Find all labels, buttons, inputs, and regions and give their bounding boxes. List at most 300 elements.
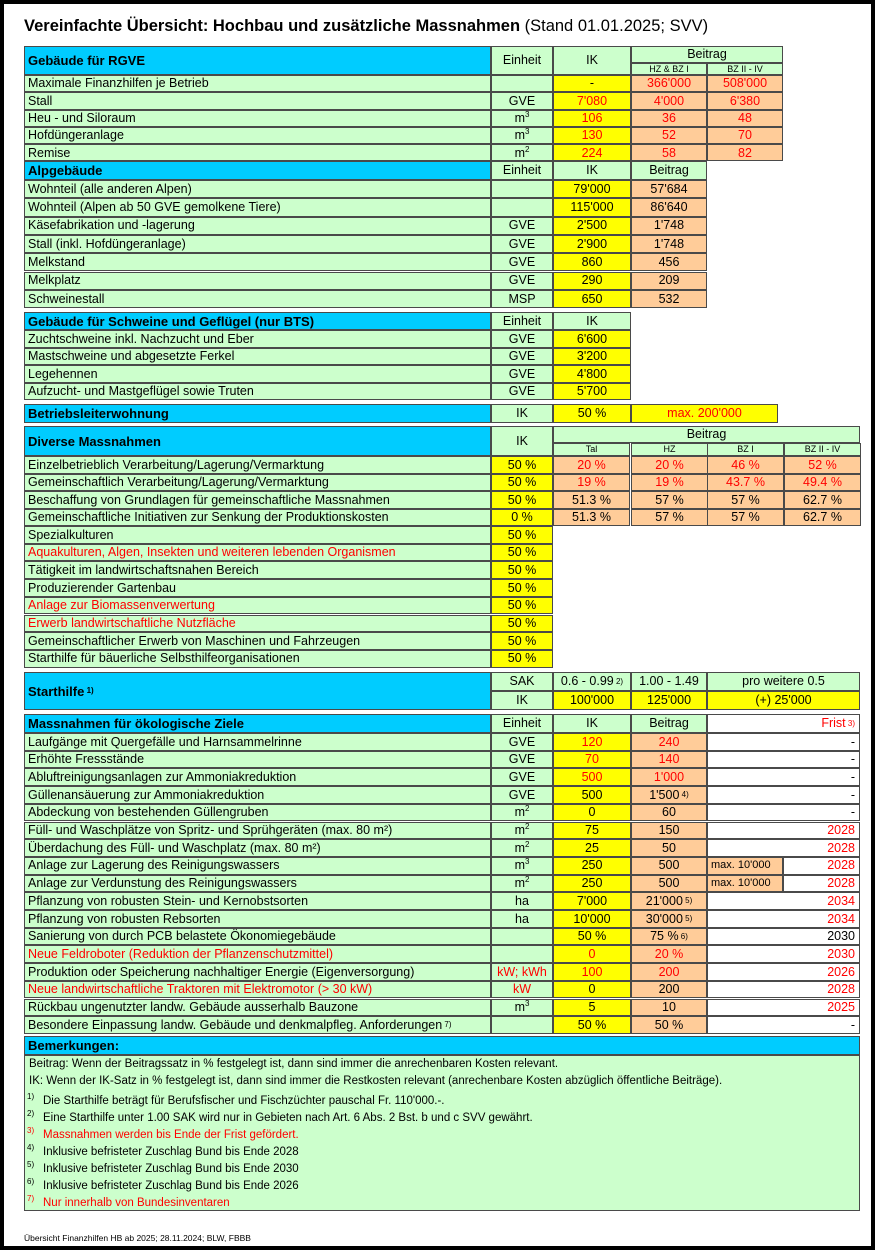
ik-value-text: 130 [581, 128, 603, 143]
beitrag-zone-value-text: 62.7 % [803, 510, 842, 524]
row-label [24, 981, 491, 999]
row-label-text: Abdeckung von bestehenden Güllengruben [28, 805, 269, 820]
col-zone-text: Tal [585, 444, 598, 454]
ik-value [553, 751, 631, 769]
sak-range [631, 672, 707, 691]
row-label: Besondere Einpassung landw. Gebäude und denkmalpfleg. Anforderungen 7) [24, 1016, 491, 1034]
row-label-text: Gemeinschaftlicher Erwerb von Maschinen und Fahrzeugen [28, 633, 361, 648]
row-label-text: Melkstand [28, 255, 85, 270]
row-label-text: Stall (inkl. Hofdüngeranlage) [28, 236, 186, 251]
beitrag-zone-value [784, 474, 861, 492]
frist-value-text: 2028 [827, 858, 855, 873]
row-label-text: Anlage zur Biomassenverwertung [28, 598, 215, 613]
ik-value [491, 561, 553, 579]
row-label [24, 632, 491, 650]
unit-cell [491, 822, 553, 840]
ik-value [491, 544, 553, 562]
sak-label-text: SAK [509, 674, 535, 689]
beitrag-bz-value-text: 48 [738, 110, 752, 125]
remark-line [29, 1058, 558, 1070]
max-value-text: max. 10'000 [711, 876, 771, 889]
beitrag-bz-value [707, 92, 783, 109]
section-header-pigs-text: Gebäude für Schweine und Geflügel (nur BTS) [28, 313, 315, 329]
ik-value-text: 50 % [507, 527, 537, 542]
ik-value-text: 500 [581, 787, 603, 802]
col-zone-text: HZ [663, 444, 676, 454]
ik-value [491, 650, 553, 668]
beitrag-zone-value [631, 509, 708, 527]
blw-unit [491, 404, 553, 423]
row-label-text: Besondere Einpassung landw. Gebäude und denkmalpfleg. Anforderungen [28, 1017, 443, 1032]
row-label-text: Erhöhte Fressstände [28, 752, 145, 767]
beitrag-value: 75 % 6) [631, 928, 707, 946]
unit-text: GVE [508, 769, 536, 784]
unit-text: $m^3$ [514, 109, 530, 125]
beitrag-value [631, 733, 707, 751]
sak-label [491, 672, 553, 691]
beitrag-value-text: 200 [658, 964, 680, 979]
ik-value [553, 910, 631, 928]
beitrag-zone-value-text: 46 % [731, 457, 760, 472]
col-hz-bz1 [631, 63, 707, 75]
beitrag-value-text: 21'000 [645, 893, 683, 908]
beitrag-value-text: 150 [658, 823, 680, 838]
unit-cell [491, 963, 553, 981]
remark-text: Inklusive befristeter Zuschlag Bund bis Ende 2026 [43, 1180, 299, 1192]
beitrag-hz-value [631, 75, 707, 92]
section-header-eco [24, 714, 491, 733]
row-label [24, 751, 491, 769]
row-label-text: Neue landwirtschaftliche Traktoren mit Elektromotor (> 30 kW) [28, 982, 373, 997]
ik-value-text: 50 % [507, 616, 537, 631]
row-label-text: Mastschweine und abgesetzte Ferkel [28, 349, 235, 363]
ik-label-text: IK [516, 693, 528, 708]
ik-value [491, 456, 553, 474]
beitrag-value [631, 235, 707, 253]
row-label [24, 272, 491, 290]
row-label-text: Erwerb landwirtschaftliche Nutzfläche [28, 616, 236, 631]
row-label [24, 180, 491, 198]
beitrag-value [631, 253, 707, 271]
ik-value-text: 3'200 [576, 349, 608, 363]
row-label-text: Einzelbetrieblich Verarbeitung/Lagerung/Vermarktung [28, 457, 325, 472]
ik-value-text: 50 % [507, 545, 537, 560]
beitrag-hz-value-text: 36 [662, 110, 676, 125]
beitrag-zone-value [631, 474, 708, 492]
beitrag-zone-value [784, 509, 861, 527]
remark-line [27, 1194, 230, 1209]
beitrag-bz-value-text: 70 [738, 128, 752, 143]
col-ik-text: IK [586, 716, 598, 731]
unit-text: kW [512, 982, 532, 997]
row-label [24, 235, 491, 253]
frist-value-text: 2034 [827, 893, 855, 908]
beitrag-value-text: 200 [658, 982, 680, 997]
col-einheit-text: Einheit [502, 313, 542, 328]
col-ik [491, 426, 553, 456]
ik-value-text: 5 [588, 1000, 596, 1015]
beitrag-value: 1'500 4) [631, 786, 707, 804]
beitrag-value [631, 857, 707, 875]
unit-cell [491, 235, 553, 253]
row-label [24, 733, 491, 751]
row-label [24, 857, 491, 875]
ik-value-text: 70 [585, 752, 599, 767]
ik-value [553, 804, 631, 822]
row-label [24, 544, 491, 562]
frist-value-text: - [850, 734, 855, 749]
beitrag-zone-value-text: 19 % [655, 475, 684, 489]
starthilfe-ik-value-text: 125'000 [646, 693, 692, 708]
blw-unit-text: IK [516, 406, 528, 421]
beitrag-value [631, 963, 707, 981]
unit-text: kW; kWh [497, 964, 547, 979]
row-label-text: Neue Feldroboter (Reduktion der Pflanzenschutzmittel) [28, 946, 334, 961]
remark-text: Die Starthilfe beträgt für Berufsfischer und Fischzüchter pauschal Fr. 110'000.-. [43, 1095, 445, 1107]
row-label [24, 768, 491, 786]
col-einheit-text: Einheit [502, 53, 542, 68]
sak-range: 0.6 - 0.99 2) [553, 672, 631, 691]
col-einheit [491, 161, 553, 180]
footnote-number: 3) [27, 1126, 35, 1135]
unit-text: GVE [508, 366, 536, 381]
frist-value-text: - [850, 805, 855, 820]
beitrag-zone-value-text: 57 % [655, 510, 684, 524]
row-label [24, 597, 491, 615]
frist-value-text: 2034 [827, 911, 855, 926]
ik-value-text: 25 [585, 840, 599, 855]
ik-value-text: 0 % [511, 510, 533, 524]
row-label-text: Güllenansäuerung zur Ammoniakreduktion [28, 787, 265, 802]
row-label-text: Laufgänge mit Quergefälle und Harnsammelrinne [28, 734, 302, 749]
row-label [24, 474, 491, 492]
frist-value-text: - [850, 787, 855, 802]
beitrag-value-text: 1'000 [653, 769, 685, 784]
beitrag-zone-value [553, 456, 630, 474]
unit-cell [491, 92, 553, 109]
beitrag-hz-value [631, 144, 707, 161]
beitrag-value [631, 999, 707, 1017]
col-einheit-text: Einheit [502, 163, 542, 178]
ik-value-text: 224 [581, 145, 603, 160]
ik-value [553, 981, 631, 999]
row-label [24, 383, 491, 401]
beitrag-value-text: 50 [662, 840, 676, 855]
unit-text: GVE [508, 273, 536, 288]
ik-value [553, 963, 631, 981]
sak-range-text: pro weitere 0.5 [742, 674, 825, 689]
ik-value-text: 50 % [577, 929, 607, 944]
remark-text: Massnahmen werden bis Ende der Frist gefördert. [43, 1129, 299, 1141]
col-bz2-4 [707, 63, 783, 75]
row-label-text: Legehennen [28, 366, 98, 381]
ik-value-text: 650 [581, 291, 603, 306]
ik-value [553, 945, 631, 963]
unit-text: $m^2$ [514, 822, 530, 838]
frist-value [707, 910, 860, 928]
col-zone-text: BZ I [737, 444, 754, 454]
ik-value [553, 999, 631, 1017]
section-header-alp-text: Alpgebäude [28, 163, 103, 178]
page-title: Vereinfachte Übersicht: Hochbau und zusätzliche Massnahmen (Stand 01.01.2025; SVV) [24, 17, 709, 35]
frist-value [783, 857, 860, 875]
ik-value [553, 857, 631, 875]
ik-value-text: 0 [588, 805, 596, 820]
ik-value-text: 500 [581, 769, 603, 784]
starthilfe-ik-value [631, 691, 707, 710]
frist-value [707, 804, 860, 822]
ik-value [491, 579, 553, 597]
ik-value [553, 110, 631, 127]
unit-cell [491, 875, 553, 893]
beitrag-zone-value [553, 509, 630, 527]
row-label [24, 198, 491, 216]
blw-max-text: max. 200'000 [667, 406, 742, 421]
unit-text: MSP [508, 291, 536, 306]
col-beitrag-text: Beitrag [687, 47, 727, 62]
frist-value-text: 2030 [827, 929, 855, 944]
unit-cell [491, 786, 553, 804]
col-beitrag [631, 161, 707, 180]
beitrag-hz-value [631, 127, 707, 144]
frist-value-text: 2028 [827, 982, 855, 997]
unit-cell [491, 290, 553, 308]
row-label-text: Maximale Finanzhilfen je Betrieb [28, 76, 209, 91]
row-label [24, 330, 491, 348]
beitrag-value-text: 75 % [650, 929, 679, 944]
footer: Übersicht Finanzhilfen HB ab 2025; 28.11.2024; BLW, FBBB [24, 1233, 251, 1243]
beitrag-value-text: 1'748 [653, 236, 685, 251]
ik-value [553, 768, 631, 786]
row-label [24, 217, 491, 235]
frist-value [707, 768, 860, 786]
ik-value-text: 50 % [507, 598, 537, 613]
beitrag-zone-value [707, 474, 784, 492]
unit-cell [491, 999, 553, 1017]
unit-text: $m^2$ [514, 875, 530, 891]
sak-range-text: 1.00 - 1.49 [639, 674, 699, 689]
unit-text: GVE [508, 752, 536, 767]
row-label-text: Gemeinschaftlich Verarbeitung/Lagerung/Vermarktung [28, 475, 329, 489]
col-ik-text: IK [586, 53, 598, 68]
beitrag-zone-value-text: 20 % [655, 457, 684, 472]
row-label [24, 561, 491, 579]
beitrag-value-text: 532 [658, 291, 680, 306]
ik-value-text: 6'600 [576, 331, 608, 346]
beitrag-zone-value [631, 456, 708, 474]
col-beitrag [553, 426, 860, 443]
ik-value-text: 10'000 [573, 911, 611, 926]
col-frist-text: Frist [821, 716, 846, 731]
beitrag-zone-value-text: 51.3 % [572, 492, 611, 507]
footnote-number: 1) [27, 1092, 35, 1101]
ik-value [553, 217, 631, 235]
beitrag-value-text: 240 [658, 734, 680, 749]
row-label [24, 822, 491, 840]
remark-text: Inklusive befristeter Zuschlag Bund bis Ende 2028 [43, 1146, 299, 1158]
unit-cell [491, 857, 553, 875]
section-header-blw [24, 404, 491, 423]
col-zone-text: BZ II - IV [804, 444, 841, 454]
ik-value-text: 0 [588, 982, 596, 997]
frist-value [707, 786, 860, 804]
beitrag-zone-value [784, 456, 861, 474]
beitrag-value-text: 1'748 [653, 218, 685, 233]
ik-value [553, 822, 631, 840]
beitrag-value [631, 751, 707, 769]
frist-value-text: 2030 [827, 946, 855, 961]
unit-cell [491, 751, 553, 769]
beitrag-value-text: 140 [658, 752, 680, 767]
col-beitrag-text: Beitrag [649, 163, 689, 178]
row-label-text: Hofdüngeranlage [28, 128, 124, 143]
ik-value-text: 50 % [577, 1017, 607, 1032]
ik-value [491, 509, 553, 527]
row-label [24, 875, 491, 893]
starthilfe-ik-value [707, 691, 860, 710]
row-label [24, 579, 491, 597]
frist-value-text: 2026 [827, 964, 855, 979]
section-header-remarks-text: Bemerkungen: [28, 1038, 120, 1053]
unit-cell [491, 733, 553, 751]
section-header-diverse-text: Diverse Massnahmen [28, 433, 161, 449]
frist-value-text: 2028 [827, 840, 855, 855]
ik-value-text: 4'800 [576, 366, 608, 381]
frist-value [707, 1016, 860, 1034]
ik-value [491, 474, 553, 492]
frist-value [707, 928, 860, 946]
col-bz2-4-text: BZ II - IV [727, 63, 763, 74]
row-label-text: Sanierung von durch PCB belastete Ökonomiegebäude [28, 929, 336, 944]
row-label [24, 526, 491, 544]
beitrag-zone-value-text: 57 % [731, 492, 760, 507]
remark-line [27, 1109, 533, 1124]
beitrag-value [631, 945, 707, 963]
section-header-alp [24, 161, 491, 180]
blw-max [631, 404, 778, 423]
ik-value-text: 250 [581, 876, 603, 891]
unit-text: $m^2$ [514, 804, 530, 820]
ik-value [553, 733, 631, 751]
col-ik [553, 46, 631, 75]
beitrag-zone-value-text: 52 % [808, 457, 837, 472]
row-label [24, 456, 491, 474]
beitrag-value-text: 500 [658, 858, 680, 873]
beitrag-zone-value [707, 491, 784, 509]
row-label [24, 348, 491, 366]
col-zone [707, 443, 784, 456]
beitrag-zone-value [631, 491, 708, 509]
ik-value [553, 348, 631, 366]
frist-value [707, 751, 860, 769]
ik-value-text: 2'900 [576, 236, 608, 251]
beitrag-value-text: 20 % [654, 946, 684, 961]
col-beitrag-text: Beitrag [649, 716, 689, 731]
ik-value-text: 290 [581, 273, 603, 288]
ik-value-text: 79'000 [573, 181, 611, 196]
ik-value [491, 632, 553, 650]
remark-text: Eine Starthilfe unter 1.00 SAK wird nur in Gebieten nach Art. 6 Abs. 2 Bst. b und c SVV gewährt. [43, 1112, 533, 1124]
beitrag-hz-value-text: 366'000 [646, 76, 692, 91]
row-label [24, 928, 491, 946]
unit-cell [491, 348, 553, 366]
row-label-text: Spezialkulturen [28, 527, 114, 542]
beitrag-zone-value-text: 51.3 % [572, 510, 611, 524]
footnote-number: 5) [27, 1160, 35, 1169]
beitrag-bz-value [707, 127, 783, 144]
unit-cell [491, 144, 553, 161]
blw-ik [553, 404, 631, 423]
unit-cell [491, 217, 553, 235]
beitrag-value-text: 57'684 [650, 181, 688, 196]
frist-value [707, 963, 860, 981]
frist-value [707, 892, 860, 910]
ik-value [553, 383, 631, 401]
unit-cell [491, 253, 553, 271]
section-header-rgve [24, 46, 491, 75]
ik-value-text: 7'000 [576, 893, 608, 908]
row-label-text: Schweinestall [28, 291, 105, 306]
unit-text: GVE [508, 384, 536, 398]
ik-value-text: 106 [581, 110, 603, 125]
row-label-text: Tätigkeit im landwirtschaftsnahen Bereich [28, 562, 259, 577]
col-ik-text: IK [586, 313, 598, 328]
section-header-pigs [24, 312, 491, 330]
unit-cell [491, 383, 553, 401]
ik-value [553, 839, 631, 857]
footnote-number: 6) [27, 1177, 35, 1186]
col-ik [553, 312, 631, 330]
row-label-text: Käsefabrikation und -lagerung [28, 218, 195, 233]
beitrag-zone-value-text: 43.7 % [726, 475, 765, 489]
row-label-text: Gemeinschaftliche Initiativen zur Senkung der Produktionskosten [28, 510, 389, 524]
page [4, 4, 871, 1246]
row-label-text: Pflanzung von robusten Stein- und Kernobstsorten [28, 893, 309, 908]
row-label [24, 963, 491, 981]
unit-cell [491, 330, 553, 348]
ik-value-text: 250 [581, 858, 603, 873]
ik-value-text: 860 [581, 255, 603, 270]
ik-value [491, 597, 553, 615]
row-label [24, 945, 491, 963]
unit-cell [491, 110, 553, 127]
beitrag-zone-value-text: 57 % [731, 510, 760, 524]
unit-text: GVE [508, 734, 536, 749]
row-label [24, 999, 491, 1017]
beitrag-bz-value-text: 6'380 [729, 93, 761, 108]
remark-text: Beitrag: Wenn der Beitragssatz in % festgelegt ist, dann sind immer die anrechenbaren Kosten relevant. [29, 1058, 559, 1070]
row-label-text: Wohnteil (alle anderen Alpen) [28, 181, 192, 196]
beitrag-value-text: 209 [658, 273, 680, 288]
row-label [24, 365, 491, 383]
row-label-text: Starthilfe für bäuerliche Selbsthilfeorganisationen [28, 651, 300, 666]
row-label-text: Rückbau ungenutzter landw. Gebäude ausserhalb Bauzone [28, 1000, 359, 1015]
ik-value [553, 928, 631, 946]
col-ik-text: IK [586, 163, 598, 178]
ik-value-text: 2'500 [576, 218, 608, 233]
row-label [24, 509, 491, 527]
col-beitrag-text: Beitrag [686, 427, 727, 442]
row-label-text: Füll- und Waschplätze von Spritz- und Sprühgeräten (max. 80 m²) [28, 823, 393, 838]
section-header-blw-text: Betriebsleiterwohnung [28, 406, 169, 421]
ik-value-text: 120 [581, 734, 603, 749]
unit-text: ha [515, 893, 529, 908]
ik-value-text: 50 % [507, 580, 537, 595]
row-label [24, 650, 491, 668]
row-label [24, 253, 491, 271]
remark-text: IK: Wenn der IK-Satz in % festgelegt ist, dann sind immer die Restkosten relevant (anrechenbare Kosten abzüglich öffentliche Beiträge). [29, 1075, 723, 1087]
col-ik [553, 714, 631, 733]
